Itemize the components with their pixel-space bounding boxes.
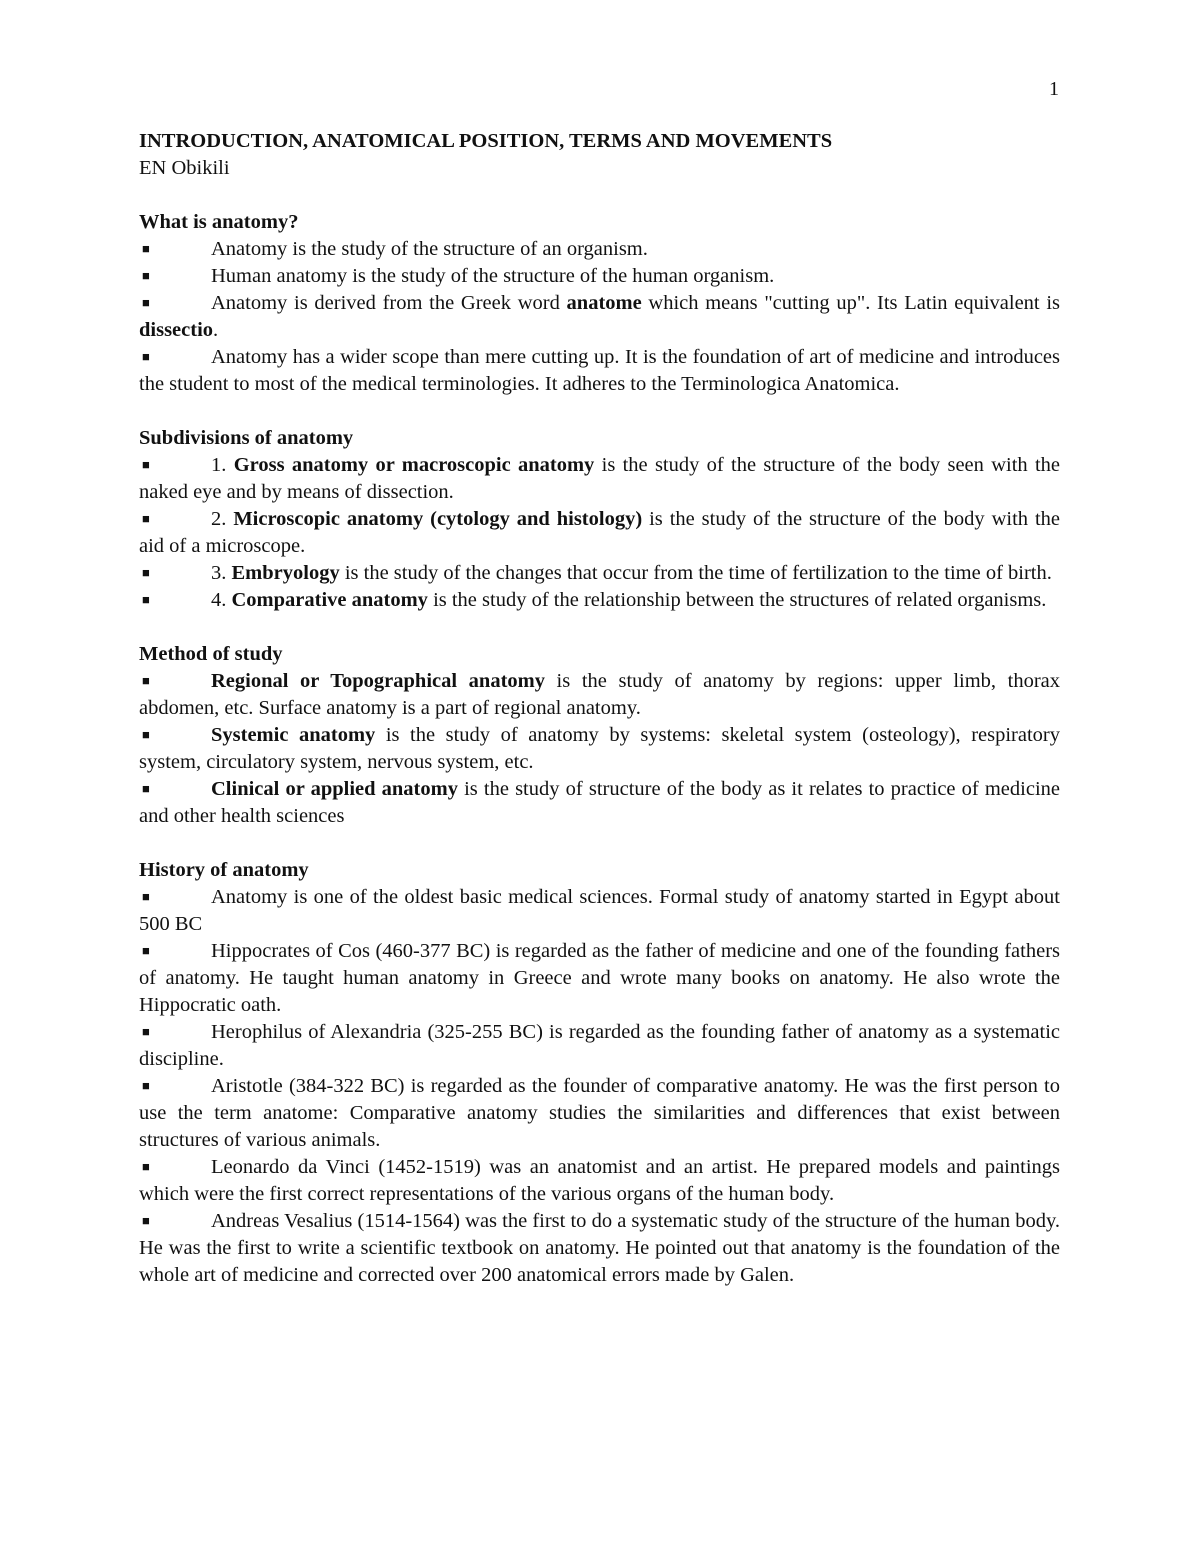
bullet-icon <box>139 587 211 614</box>
list-item: ■Andreas Vesalius (1514-1564) was the first to do a systematic study of the structure of the human body. He was the first to write a scientific textbook on anatomy. He pointed out that anatomy is the foundation of the whole art of medicine and corrected over 200 anatomical errors made by Galen. <box>139 1208 1060 1289</box>
bullet-icon <box>139 1073 211 1100</box>
bullet-icon <box>139 1154 211 1181</box>
list-item: ■3. Embryology is the study of the changes that occur from the time of fertilization to the time of birth. <box>139 560 1060 587</box>
bold-term: Comparative anatomy <box>231 589 428 611</box>
bold-term: Gross anatomy or macroscopic anatomy <box>233 454 595 476</box>
bold-term: dissectio <box>139 319 214 341</box>
section-heading: Method of study <box>139 643 283 665</box>
bullet-icon <box>139 1019 211 1046</box>
list-item: ■Clinical or applied anatomy is the study of structure of the body as it relates to practice of medicine and other health sciences <box>139 776 1060 830</box>
list-item: ■Herophilus of Alexandria (325-255 BC) is regarded as the founding father of anatomy as a systematic discipline. <box>139 1019 1060 1073</box>
document-body <box>139 128 1060 1316</box>
bullet-icon <box>139 236 211 263</box>
bullet-icon <box>139 722 211 749</box>
section-subdivisions <box>139 425 1060 614</box>
bold-term: Regional or Topographical anatomy <box>211 670 545 692</box>
list-item: ■Regional or Topographical anatomy is the study of anatomy by regions: upper limb, thorax abdomen, etc. Surface anatomy is a part of regional anatomy. <box>139 668 1060 722</box>
list-item: ■2. Microscopic anatomy (cytology and histology) is the study of the structure of the body with the aid of a microscope. <box>139 506 1060 560</box>
list-item: ■Human anatomy is the study of the structure of the human organism. <box>139 263 1060 290</box>
bullet-icon <box>139 506 211 533</box>
bullet-icon <box>139 884 211 911</box>
section-method-of-study <box>139 641 1060 830</box>
author-name: EN Obikili <box>139 157 230 179</box>
bold-term: anatome <box>566 292 642 314</box>
bold-term: Embryology <box>231 562 340 584</box>
bullet-icon <box>139 452 211 479</box>
bullet-icon <box>139 668 211 695</box>
list-item: ■Systemic anatomy is the study of anatomy by systems: skeletal system (osteology), respiratory system, circulatory system, nervous system, etc. <box>139 722 1060 776</box>
list-item: ■4. Comparative anatomy is the study of the relationship between the structures of related organisms. <box>139 587 1060 614</box>
section-what-is-anatomy <box>139 209 1060 398</box>
bullet-icon <box>139 938 211 965</box>
page-number: 1 <box>1049 78 1059 100</box>
bullet-icon <box>139 344 211 371</box>
list-item: ■Anatomy is derived from the Greek word anatome which means "cutting up". Its Latin equivalent is dissectio. <box>139 290 1060 344</box>
section-history <box>139 857 1060 1289</box>
section-heading: Subdivisions of anatomy <box>139 427 354 449</box>
bullet-icon <box>139 560 211 587</box>
list-item: ■1. Gross anatomy or macroscopic anatomy is the study of the structure of the body seen with the naked eye and by means of dissection. <box>139 452 1060 506</box>
bullet-icon <box>139 776 211 803</box>
list-item: ■Anatomy has a wider scope than mere cutting up. It is the foundation of art of medicine and introduces the student to most of the medical terminologies. It adheres to the Terminologica Anatomica. <box>139 344 1060 398</box>
section-heading: History of anatomy <box>139 859 309 881</box>
bullet-icon <box>139 263 211 290</box>
bold-term: Systemic anatomy <box>211 724 376 746</box>
document-title: INTRODUCTION, ANATOMICAL POSITION, TERMS AND MOVEMENTS <box>139 130 833 152</box>
list-item: ■Anatomy is one of the oldest basic medical sciences. Formal study of anatomy started in Egypt about 500 BC <box>139 884 1060 938</box>
list-item: ■Hippocrates of Cos (460-377 BC) is regarded as the father of medicine and one of the founding fathers of anatomy. He taught human anatomy in Greece and wrote many books on anatomy. He also wrote the Hippocratic oath. <box>139 938 1060 1019</box>
list-item: ■Leonardo da Vinci (1452-1519) was an anatomist and an artist. He prepared models and paintings which were the first correct representations of the various organs of the human body. <box>139 1154 1060 1208</box>
bold-term: Microscopic anatomy (cytology and histology) <box>233 508 643 530</box>
bullet-icon <box>139 290 211 317</box>
bullet-icon <box>139 1208 211 1235</box>
list-item: ■Aristotle (384-322 BC) is regarded as the founder of comparative anatomy. He was the first person to use the term anatome: Comparative anatomy studies the similarities and differences that exist between structures of various animals. <box>139 1073 1060 1154</box>
list-item: ■Anatomy is the study of the structure of an organism. <box>139 236 1060 263</box>
bold-term: Clinical or applied anatomy <box>211 778 458 800</box>
section-heading: What is anatomy? <box>139 211 299 233</box>
